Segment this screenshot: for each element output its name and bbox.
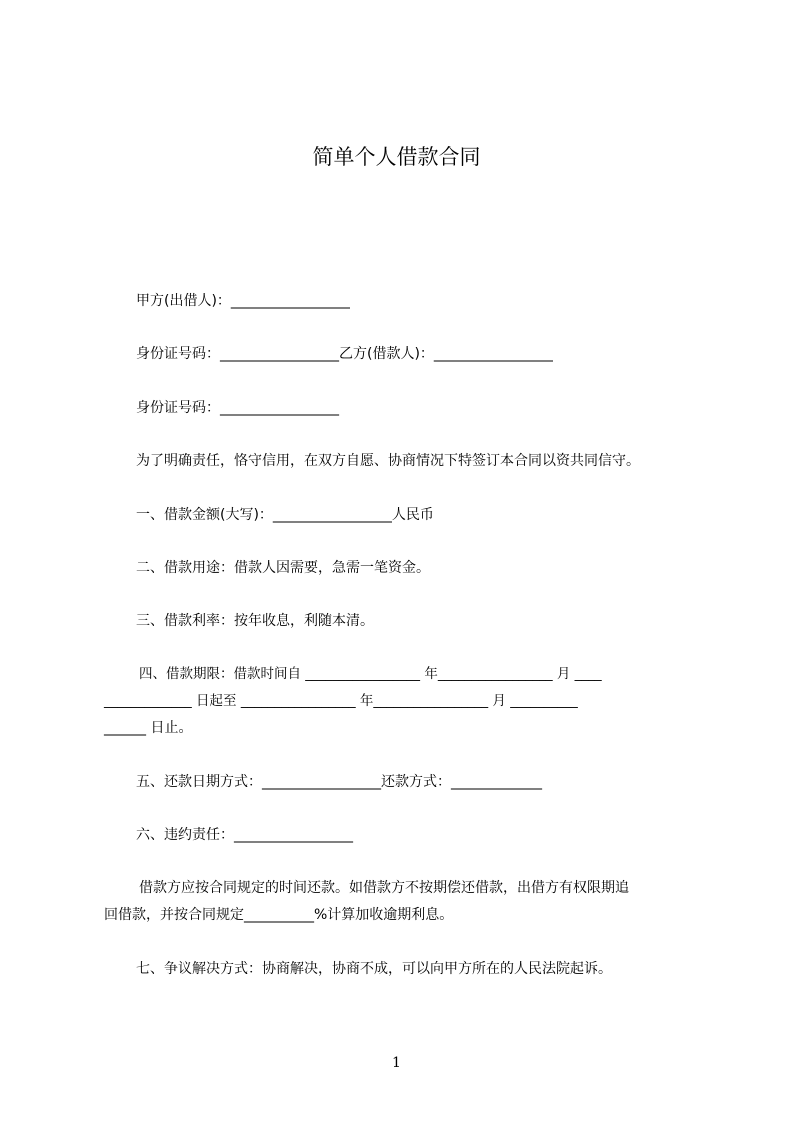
intro-paragraph: 为了明确责任，恪守信用，在双方自愿、协商情况下特签订本合同以资共同信守。: [136, 453, 640, 469]
party-a-line: 甲方(出借人)：_________________: [136, 293, 350, 309]
id-a-party-b-line: 身份证号码：_________________乙方(借款人)：_________________: [136, 346, 553, 362]
clause-6-detail-line-2: 回借款，并按合同规定__________%计算加收逾期利息。: [104, 907, 454, 923]
page-number: 1: [392, 1055, 401, 1071]
clause-3: 三、借款利率：按年收息，利随本清。: [136, 613, 374, 629]
clause-1: 一、借款金额(大写)：_________________人民币: [136, 507, 434, 523]
clause-4-line-2: _____________ 日起至 _________________ 年_________________ 月 __________: [104, 693, 578, 709]
clause-2: 二、借款用途：借款人因需要，急需一笔资金。: [136, 560, 430, 576]
clause-6: 六、违约责任：_________________: [136, 827, 353, 843]
clause-4-line-3: ______ 日止。: [104, 720, 193, 736]
document-title: 简单个人借款合同: [312, 145, 481, 169]
clause-7: 七、争议解决方式：协商解决，协商不成，可以向甲方所在的人民法院起诉。: [136, 961, 612, 977]
id-b-line: 身份证号码：_________________: [136, 400, 339, 416]
clause-5: 五、还款日期方式：_________________还款方式：_____________: [136, 774, 542, 790]
clause-6-detail-line-1: 借款方应按合同规定的时间还款。如借款方不按期偿还借款，出借方有权限期追: [139, 880, 629, 896]
clause-4-line-1: 四、借款期限：借款时间自 _________________ 年_________________ 月 ____: [139, 666, 602, 682]
